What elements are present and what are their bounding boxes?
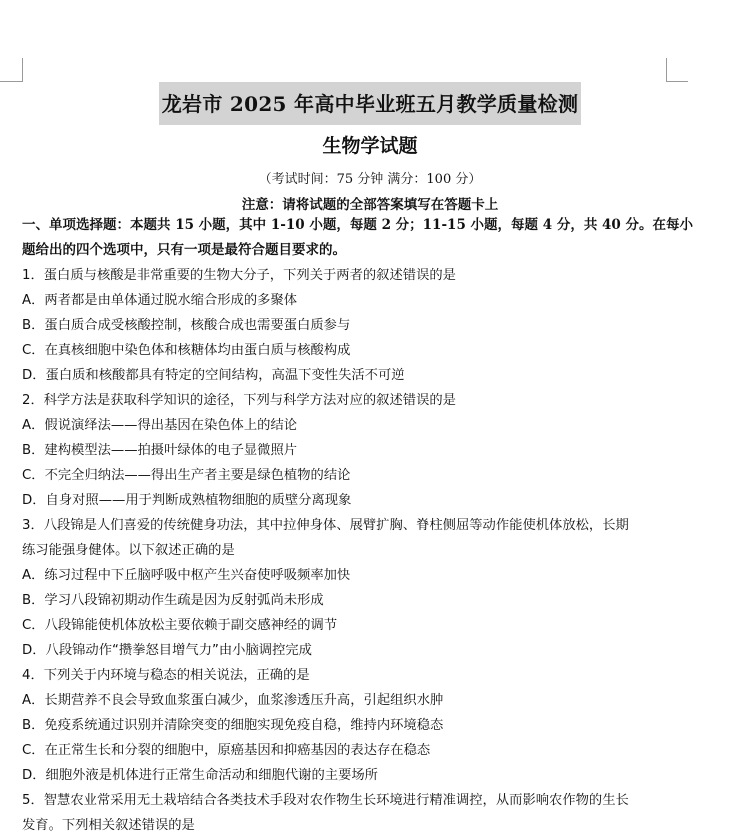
option-d: D．自身对照——用于判断成熟植物细胞的质壁分离现象 <box>22 493 352 508</box>
exam-info: （考试时间：75 分钟 满分：100 分） <box>258 172 482 187</box>
question-stem: 2．科学方法是获取科学知识的途径，下列与科学方法对应的叙述错误的是 <box>22 393 456 408</box>
option-c: C．八段锦能使机体放松主要依赖于副交感神经的调节 <box>22 618 338 633</box>
page-corner-mark-right <box>666 58 667 82</box>
section-heading: 题给出的四个选项中，只有一项是最符合题目要求的。 <box>22 242 346 258</box>
question-stem: 发育。下列相关叙述错误的是 <box>22 818 195 833</box>
option-d: D．蛋白质和核酸都具有特定的空间结构，高温下变性失活不可逆 <box>22 368 405 383</box>
subject-title: 生物学试题 <box>322 135 418 157</box>
option-b: B．学习八段锦初期动作生疏是因为反射弧尚未形成 <box>22 593 324 608</box>
document-body <box>22 213 694 838</box>
option-a: A．长期营养不良会导致血浆蛋白减少，血浆渗透压升高，引起组织水肿 <box>22 693 444 708</box>
option-b: B．蛋白质合成受核酸控制，核酸合成也需要蛋白质参与 <box>22 318 351 333</box>
option-c: C．在真核细胞中染色体和核糖体均由蛋白质与核酸构成 <box>22 343 351 358</box>
option-d: D．细胞外液是机体进行正常生命活动和细胞代谢的主要场所 <box>22 768 378 783</box>
option-b: B．建构模型法——拍摄叶绿体的电子显微照片 <box>22 443 298 458</box>
document-title[interactable]: 龙岩市 2025 年高中毕业班五月教学质量检测 <box>159 82 582 125</box>
question-stem: 1．蛋白质与核酸是非常重要的生物大分子，下列关于两者的叙述错误的是 <box>22 268 456 283</box>
option-d: D．八段锦动作“攒拳怒目增气力”由小脑调控完成 <box>22 643 312 658</box>
question-stem: 练习能强身健体。以下叙述正确的是 <box>22 543 235 558</box>
option-c: C．在正常生长和分裂的细胞中，原癌基因和抑癌基因的表达存在稳态 <box>22 743 431 758</box>
section-heading: 一、单项选择题：本题共 15 小题，其中 1-10 小题，每题 2 分；11-15 小题，每题 4 分，共 40 分。在每小 <box>22 217 694 233</box>
title-block <box>0 82 740 125</box>
notice: 注意：请将试题的全部答案填写在答题卡上 <box>241 197 499 213</box>
option-b: B．免疫系统通过识别并清除突变的细胞实现免疫自稳，维持内环境稳态 <box>22 718 444 733</box>
page-corner-mark-left <box>22 58 23 82</box>
option-a: A．练习过程中下丘脑呼吸中枢产生兴奋使呼吸频率加快 <box>22 568 351 583</box>
question-stem: 3．八段锦是人们喜爱的传统健身功法，其中拉伸身体、展臂扩胸、脊柱侧屈等动作能使机体放松，长期 <box>22 518 629 533</box>
option-a: A．两者都是由单体通过脱水缩合形成的多聚体 <box>22 293 298 308</box>
question-stem: 5．智慧农业常采用无土栽培结合各类技术手段对农作物生长环境进行精准调控，从而影响农作物的生长 <box>22 793 629 808</box>
question-stem: 4．下列关于内环境与稳态的相关说法，正确的是 <box>22 668 310 683</box>
option-a: A．假说演绎法——得出基因在染色体上的结论 <box>22 418 298 433</box>
option-c: C．不完全归纳法——得出生产者主要是绿色植物的结论 <box>22 468 351 483</box>
